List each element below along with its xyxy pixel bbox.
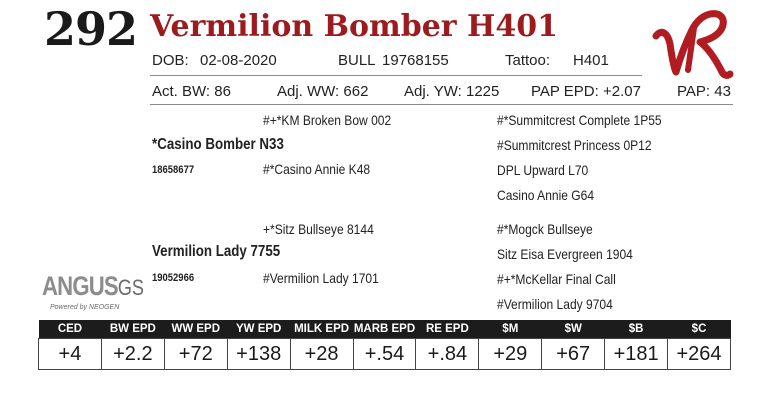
divider-line bbox=[150, 104, 733, 105]
sire-dam-dam: Casino Annie G64 bbox=[497, 187, 595, 203]
sire-dam: #*Casino Annie K48 bbox=[263, 161, 371, 177]
sire-dam-sire: DPL Upward L70 bbox=[497, 162, 589, 178]
epd-value-m: +29 bbox=[479, 339, 542, 370]
yearling-weight: Adj. YW: 1225 bbox=[404, 83, 500, 100]
epd-header-milk: MILK EPD bbox=[290, 320, 353, 339]
sire-registration: 18658677 bbox=[152, 164, 195, 176]
epd-value-marb: +.54 bbox=[353, 339, 416, 370]
dam-registration: 19052966 bbox=[152, 272, 195, 284]
epd-header-bw: BW EPD bbox=[101, 320, 164, 339]
weaning-weight: Adj. WW: 662 bbox=[277, 83, 369, 100]
epd-value-row bbox=[39, 339, 731, 370]
epd-value-w: +67 bbox=[542, 339, 605, 370]
epd-header-w: $W bbox=[542, 320, 605, 339]
tattoo-value: H401 bbox=[573, 52, 609, 69]
pap-epd: PAP EPD: +2.07 bbox=[531, 83, 641, 100]
sex-label: BULL bbox=[338, 52, 376, 69]
epd-value-ced: +4 bbox=[39, 339, 102, 370]
epd-header-m: $M bbox=[479, 320, 542, 339]
dam-sire: +*Sitz Bullseye 8144 bbox=[263, 221, 374, 237]
birth-weight: Act. BW: 86 bbox=[152, 83, 231, 100]
epd-value-bw: +2.2 bbox=[101, 339, 164, 370]
epd-header-ced: CED bbox=[39, 320, 102, 339]
dob-value: 02-08-2020 bbox=[200, 52, 277, 69]
epd-header-row bbox=[39, 320, 731, 339]
dam-sire-sire: #*Mogck Bullseye bbox=[497, 221, 593, 237]
brand-logo-icon bbox=[650, 6, 734, 82]
pap-value: PAP: 43 bbox=[677, 83, 731, 100]
epd-value-yw: +138 bbox=[227, 339, 290, 370]
epd-value-c: +264 bbox=[668, 339, 731, 370]
epd-value-b: +181 bbox=[605, 339, 668, 370]
sire-sire-dam: #Summitcrest Princess 0P12 bbox=[497, 137, 652, 153]
epd-table bbox=[38, 320, 731, 370]
epd-header-c: $C bbox=[668, 320, 731, 339]
dam-dam-sire: #+*McKellar Final Call bbox=[497, 271, 616, 287]
epd-header-ww: WW EPD bbox=[164, 320, 227, 339]
tattoo-label: Tattoo: bbox=[505, 52, 551, 69]
dob-label: DOB: bbox=[152, 52, 189, 69]
epd-value-ww: +72 bbox=[164, 339, 227, 370]
sire-name: *Casino Bomber N33 bbox=[152, 136, 284, 153]
angus-gs-logo bbox=[42, 273, 166, 311]
logo-suffix-text: GS bbox=[117, 275, 144, 300]
dam-dam-dam: #Vermilion Lady 9704 bbox=[497, 296, 613, 312]
animal-name: Vermilion Bomber H401 bbox=[150, 9, 559, 44]
dam-name: Vermilion Lady 7755 bbox=[152, 243, 281, 260]
epd-header-re: RE EPD bbox=[416, 320, 479, 339]
sire-sire: #+*KM Broken Bow 002 bbox=[263, 112, 392, 128]
dam-dam: #Vermilion Lady 1701 bbox=[263, 270, 379, 286]
epd-header-b: $B bbox=[605, 320, 668, 339]
epd-value-re: +.84 bbox=[416, 339, 479, 370]
lot-number: 292 bbox=[44, 2, 138, 56]
registration-number: 19768155 bbox=[382, 52, 449, 69]
epd-header-marb: MARB EPD bbox=[353, 320, 416, 339]
dam-sire-dam: Sitz Eisa Evergreen 1904 bbox=[497, 246, 633, 262]
logo-tagline: Powered by NEOGEN bbox=[50, 304, 120, 311]
divider-line bbox=[150, 75, 642, 76]
epd-header-yw: YW EPD bbox=[227, 320, 290, 339]
sire-sire-sire: #*Summitcrest Complete 1P55 bbox=[497, 112, 662, 128]
logo-main-text: ANGUS bbox=[42, 271, 118, 301]
epd-value-milk: +28 bbox=[290, 339, 353, 370]
